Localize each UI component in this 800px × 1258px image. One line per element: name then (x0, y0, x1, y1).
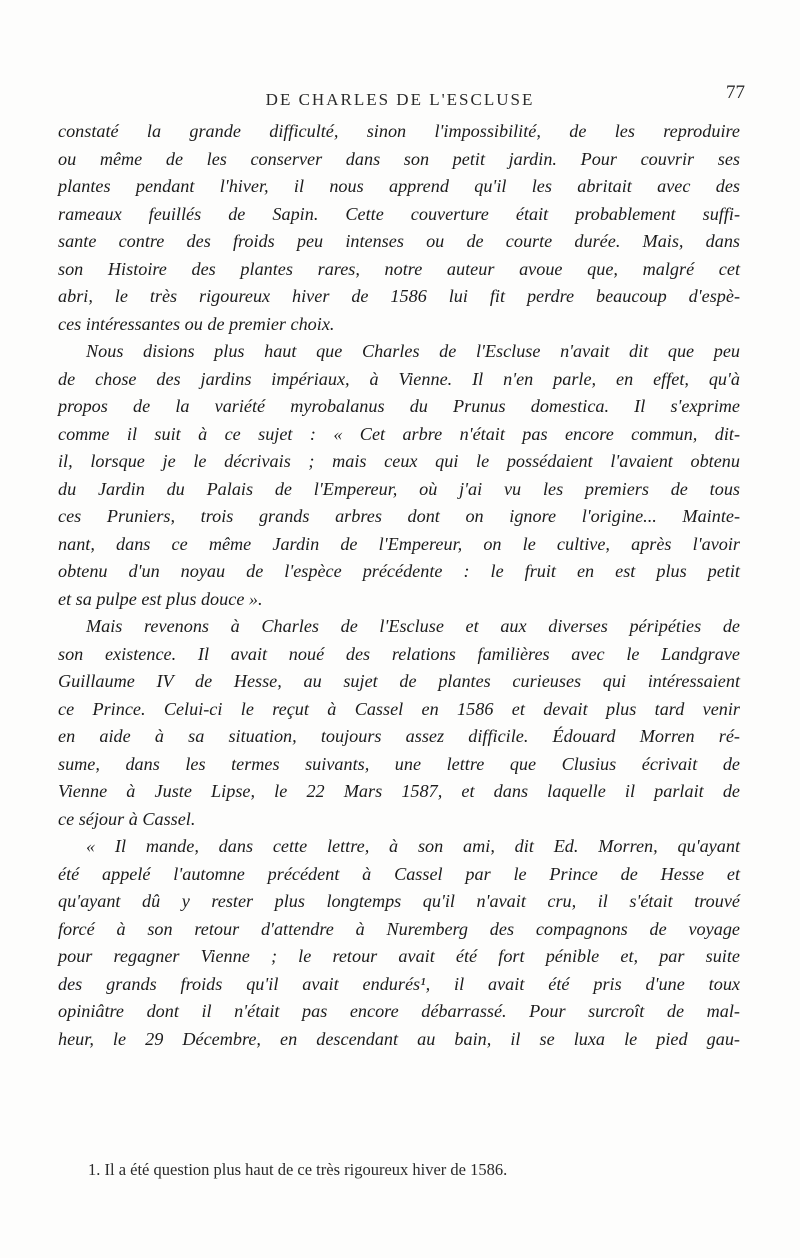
text-line: de chose des jardins impériaux, à Vienne. Il n'en parle, en effet, qu'à (58, 368, 740, 389)
text-line: rameaux feuillés de Sapin. Cette couverture était probablement suffi- (58, 203, 740, 224)
text-line: Guillaume IV de Hesse, au sujet de plantes curieuses qui intéressaient (58, 671, 740, 691)
text-line: du Jardin du Palais de l'Empereur, où j'ai vu les premiers de tous (58, 478, 740, 499)
body-text (58, 118, 740, 1053)
text-line: son Histoire des plantes rares, notre auteur avoue que, malgré cet (58, 258, 740, 279)
text-line: opiniâtre dont il n'était pas encore débarrassé. Pour surcroît de mal- (58, 1001, 740, 1021)
text-line: qu'ayant dû y rester plus longtemps qu'il n'avait cru, il s'était trouvé (58, 891, 740, 911)
text-line: ces Pruniers, trois grands arbres dont on ignore l'origine... Mainte- (58, 506, 740, 526)
text-line: été appelé l'automne précédent à Cassel par le Prince de Hesse et (58, 863, 740, 884)
text-line: Nous disions plus haut que Charles de l'Escluse n'avait dit que peu (86, 341, 740, 361)
text-line: ce séjour à Cassel. (58, 808, 196, 829)
text-line: pour regagner Vienne ; le retour avait été fort pénible et, par suite (58, 946, 740, 966)
text-line: ces intéressantes ou de premier choix. (58, 313, 335, 334)
running-title: DE CHARLES DE L'ESCLUSE (265, 90, 535, 109)
text-line: obtenu d'un noyau de l'espèce précédente : le fruit en est plus petit (58, 561, 740, 581)
text-line: sume, dans les termes suivants, une lettre que Clusius écrivait de (58, 753, 740, 774)
text-line: et sa pulpe est plus douce ». (58, 588, 263, 609)
text-line: propos de la variété myrobalanus du Prunus domestica. Il s'exprime (58, 396, 740, 416)
text-line: plantes pendant l'hiver, il nous apprend qu'il les abritait avec des (58, 176, 740, 196)
text-line: nant, dans ce même Jardin de l'Empereur, on le cultive, après l'avoir (58, 533, 740, 554)
text-line: constaté la grande difficulté, sinon l'impossibilité, de les reproduire (58, 121, 740, 141)
text-line: comme il suit à ce sujet : « Cet arbre n'était pas encore commun, dit- (58, 423, 740, 444)
text-line: Vienne à Juste Lipse, le 22 Mars 1587, et dans laquelle il parlait de (58, 781, 740, 801)
text-line: Mais revenons à Charles de l'Escluse et aux diverses péripéties de (86, 616, 740, 636)
text-line: ce Prince. Celui-ci le reçut à Cassel en 1586 et devait plus tard venir (58, 698, 740, 719)
text-line: il, lorsque je le décrivais ; mais ceux qui le possédaient l'avaient obtenu (58, 451, 740, 471)
text-line: son existence. Il avait noué des relations familières avec le Landgrave (58, 643, 740, 664)
text-line: « Il mande, dans cette lettre, à son ami, dit Ed. Morren, qu'ayant (86, 836, 740, 856)
text-line: heur, le 29 Décembre, en descendant au bain, il se luxa le pied gau- (58, 1028, 740, 1049)
text-line: ou même de les conserver dans son petit jardin. Pour couvrir ses (58, 148, 740, 169)
text-line: en aide à sa situation, toujours assez difficile. Édouard Morren ré- (58, 726, 740, 746)
page-number: 77 (726, 82, 745, 103)
text-line: sante contre des froids peu intenses ou de courte durée. Mais, dans (58, 231, 740, 251)
text-line: des grands froids qu'il avait endurés¹, il avait été pris d'une toux (58, 973, 740, 994)
footnote: 1. Il a été question plus haut de ce très rigoureux hiver de 1586. (88, 1160, 508, 1179)
text-line: forcé à son retour d'attendre à Nuremberg des compagnons de voyage (58, 918, 740, 939)
text-line: abri, le très rigoureux hiver de 1586 lui fit perdre beaucoup d'espè- (58, 286, 740, 306)
